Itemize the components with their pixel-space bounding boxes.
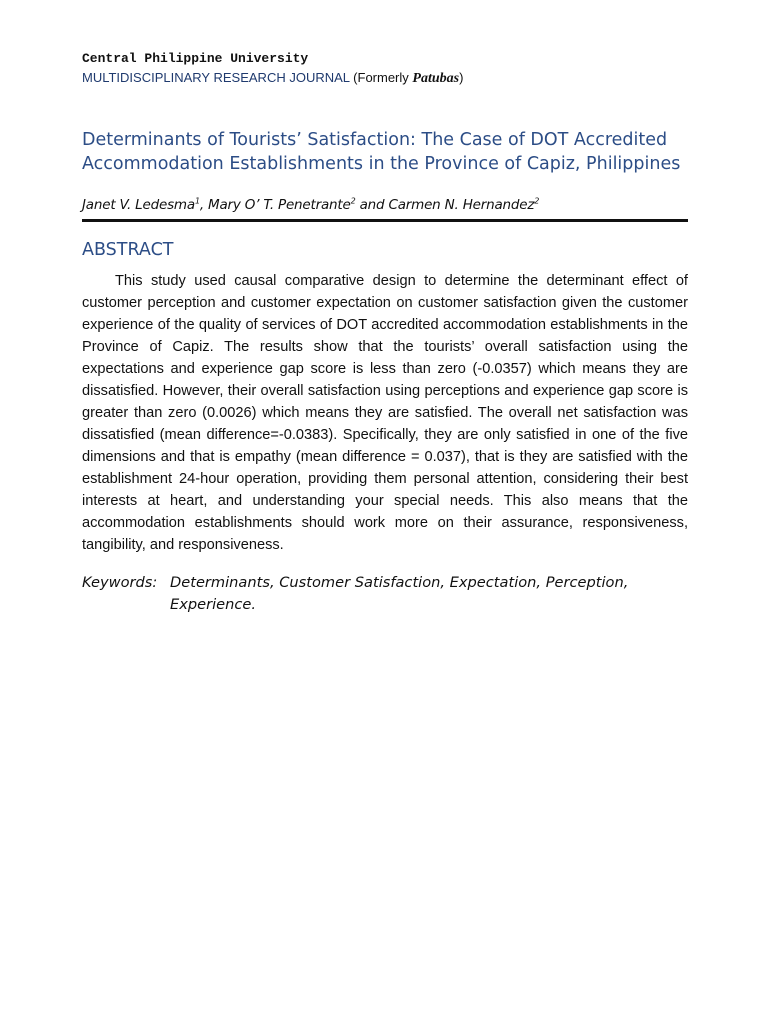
author-affiliation: 1 xyxy=(194,196,200,206)
journal-title: MULTIDISCIPLINARY RESEARCH JOURNAL xyxy=(82,70,350,85)
university-name: Central Philippine University xyxy=(82,51,309,66)
header-divider xyxy=(82,219,688,222)
formerly-label: Formerly xyxy=(357,70,409,85)
formerly-name: Patubas xyxy=(412,71,460,86)
keywords-label: Keywords: xyxy=(82,574,158,591)
author-name: Mary O’ T. Penetrante xyxy=(208,197,351,213)
article-title: Determinants of Tourists’ Satisfaction: The Case of DOT Accredited Accommodation Establishments in the Province of Capiz, Philippines xyxy=(82,130,681,174)
keywords xyxy=(82,572,688,616)
author-affiliation: 2 xyxy=(350,196,356,206)
page xyxy=(82,50,688,616)
abstract-text: This study used causal comparative design to determine the determinant effect of customer perception and customer expectation on customer satisfaction given the customer experience of the quality of services of DOT accredited accommodation establishments in the Province of Capiz. The results show that the tourists’ overall satisfaction using the expectations and experience gap score is less than zero (-0.0357) which means they are dissatisfied. However, their overall satisfaction using perceptions and experience gap score is greater than zero (0.0026) which means they are satisfied. The overall net satisfaction was dissatisfied (mean difference=-0.0383). Specifically, they are only satisfied in one of the five dimensions and that is empathy (mean difference = 0.037), that is they are satisfied with the establishment 24-hour operation, providing them personal attention, considering their best interests at heart, and understanding your special needs. This also means that the accommodation establishments should work more on their assurance, responsiveness, tangibility, and responsiveness. xyxy=(82,273,688,553)
abstract-heading: ABSTRACT xyxy=(82,240,174,260)
author-list: Janet V. Ledesma$^1$, Mary O’ T. Penetrante$^2$ and Carmen N. Hernandez$^2$ xyxy=(82,196,540,213)
keywords-list: Determinants, Customer Satisfaction, Expectation, Perception, Experience. xyxy=(170,574,629,613)
author-affiliation: 2 xyxy=(534,196,540,206)
author-name: Carmen N. Hernandez xyxy=(388,197,535,213)
journal-name: MULTIDISCIPLINARY RESEARCH JOURNAL (Formerly Patubas) xyxy=(82,70,464,86)
author-name: Janet V. Ledesma xyxy=(82,197,195,213)
